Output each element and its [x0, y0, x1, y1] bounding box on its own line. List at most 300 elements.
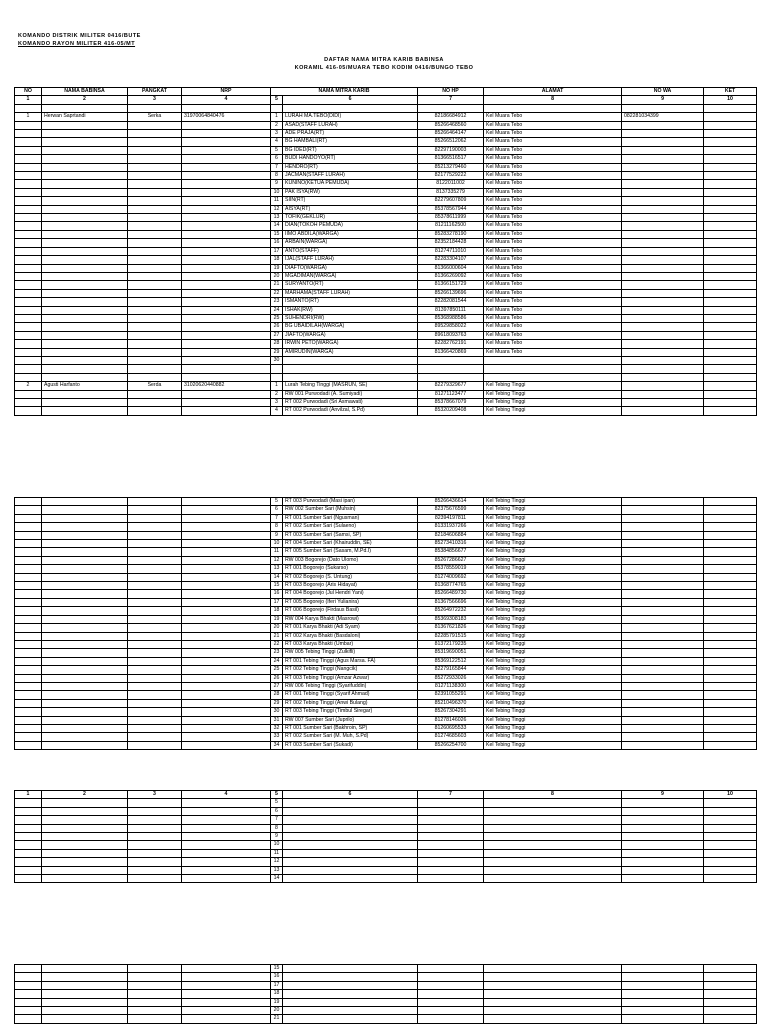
mitra-no: 17 — [271, 598, 283, 606]
mitra-phone: 85267286627 — [418, 556, 484, 564]
table-cell — [704, 998, 757, 1006]
mitra-no: 7 — [271, 163, 283, 171]
mitra-name: RT 003 Karya Bhakti (Umbar) — [283, 640, 418, 648]
mitra-address: Kel Tebing Tinggi — [484, 390, 622, 398]
table-cell — [283, 816, 418, 824]
mitra-phone: 81366269092 — [418, 272, 484, 280]
table-cell — [42, 314, 128, 322]
table-cell — [15, 540, 42, 548]
table-row — [15, 113, 757, 121]
table-cell — [128, 973, 182, 981]
table-row — [15, 172, 757, 180]
table-cell — [704, 699, 757, 707]
table-cell — [182, 239, 271, 247]
table-cell — [418, 841, 484, 849]
table-cell — [182, 172, 271, 180]
table-cell — [622, 498, 704, 506]
mitra-no: 18 — [271, 256, 283, 264]
table-row — [15, 239, 757, 247]
mitra-name: RT 002 Purwodadi (Sri Asmawati) — [283, 398, 418, 406]
table-cell — [128, 356, 182, 364]
table-row — [15, 799, 757, 807]
mitra-address: Kel Muara Tebo — [484, 138, 622, 146]
table-cell — [15, 314, 42, 322]
mitra-address: Kel Tebing Tinggi — [484, 582, 622, 590]
mitra-address: Kel Tebing Tinggi — [484, 699, 622, 707]
table-cell — [622, 281, 704, 289]
table-cell — [622, 733, 704, 741]
mitra-name: ANTO(STAFF) — [283, 247, 418, 255]
table-header-row — [15, 88, 757, 96]
table-cell — [128, 1015, 182, 1023]
table-row — [15, 816, 757, 824]
table-row — [15, 666, 757, 674]
table-cell — [15, 624, 42, 632]
table-cell — [704, 514, 757, 522]
table-cell — [42, 699, 128, 707]
mitra-no: 25 — [271, 314, 283, 322]
row-number: 17 — [271, 981, 283, 989]
table-cell — [128, 314, 182, 322]
table-row — [15, 197, 757, 205]
table-cell — [15, 973, 42, 981]
mitra-no: 27 — [271, 682, 283, 690]
table-cell — [42, 556, 128, 564]
table-cell — [15, 990, 42, 998]
col-number: 3 — [128, 96, 182, 104]
mitra-address: Kel Tebing Tinggi — [484, 724, 622, 732]
table-cell — [622, 289, 704, 297]
table-cell — [484, 816, 622, 824]
mitra-phone: 82184606884 — [418, 531, 484, 539]
table-cell — [42, 724, 128, 732]
table-cell — [622, 272, 704, 280]
table-cell — [42, 965, 128, 973]
table-cell — [15, 506, 42, 514]
mitra-phone: 85273410316 — [418, 540, 484, 548]
table-cell — [128, 407, 182, 415]
mitra-no: 21 — [271, 632, 283, 640]
table-cell — [42, 548, 128, 556]
col-number: 9 — [622, 96, 704, 104]
table-cell — [42, 523, 128, 531]
table-cell — [704, 188, 757, 196]
table-row — [15, 188, 757, 196]
table-cell — [484, 858, 622, 866]
table-cell — [15, 155, 42, 163]
mitra-no: 30 — [271, 356, 283, 364]
mitra-no: 26 — [271, 323, 283, 331]
mitra-name: RT 001 Tebing Tinggi (Syarif Ahmad) — [283, 691, 418, 699]
table-cell — [182, 624, 271, 632]
table-cell — [128, 289, 182, 297]
mitra-name: RT 002 Tebing Tinggi (Anwi Bulang) — [283, 699, 418, 707]
table-cell — [15, 649, 42, 657]
table-cell — [15, 632, 42, 640]
table-cell — [15, 390, 42, 398]
table-cell — [15, 615, 42, 623]
table-cell — [622, 741, 704, 749]
mitra-address: Kel Muara Tebo — [484, 146, 622, 154]
mitra-no: 9 — [271, 531, 283, 539]
table-row — [15, 841, 757, 849]
table-cell — [15, 573, 42, 581]
col-number: 6 — [283, 791, 418, 799]
table-cell — [128, 531, 182, 539]
mitra-phone: 85266254700 — [418, 741, 484, 749]
table-cell — [15, 373, 42, 381]
table-cell — [15, 188, 42, 196]
mitra-phone: 81211162500 — [418, 222, 484, 230]
table-cell — [182, 699, 271, 707]
table-cell — [42, 256, 128, 264]
table-cell — [704, 356, 757, 364]
table-cell — [704, 590, 757, 598]
table-cell — [42, 281, 128, 289]
table-cell — [622, 816, 704, 824]
table-cell — [42, 998, 128, 1006]
mitra-address: Kel Tebing Tinggi — [484, 649, 622, 657]
table-cell — [622, 531, 704, 539]
table-cell — [42, 498, 128, 506]
mitra-name: RT 005 Bogorejo (Iferi Yulianira) — [283, 598, 418, 606]
table-cell — [182, 523, 271, 531]
table-cell — [704, 197, 757, 205]
table-cell — [704, 121, 757, 129]
table-cell — [622, 205, 704, 213]
table-cell — [15, 841, 42, 849]
table-cell — [15, 1015, 42, 1023]
table-cell — [42, 356, 128, 364]
table-row — [15, 398, 757, 406]
table-cell — [182, 866, 271, 874]
table-row — [15, 498, 757, 506]
table-cell — [622, 981, 704, 989]
table-cell — [42, 214, 128, 222]
col-header-babinsa: NAMA BABINSA — [42, 88, 128, 96]
table-cell — [42, 306, 128, 314]
table-cell — [128, 340, 182, 348]
table-cell — [15, 197, 42, 205]
table-cell — [128, 565, 182, 573]
table-row — [15, 306, 757, 314]
mitra-phone: 82283304107 — [418, 256, 484, 264]
table-row — [15, 356, 757, 364]
table-cell — [622, 146, 704, 154]
table-cell — [704, 407, 757, 415]
mitra-name: BG UBAIDILAH(WARGA) — [283, 323, 418, 331]
table-cell — [128, 981, 182, 989]
mitra-no: 24 — [271, 306, 283, 314]
mitra-phone: 85320209408 — [418, 407, 484, 415]
table-cell — [42, 649, 128, 657]
table-cell — [15, 239, 42, 247]
table-cell — [128, 833, 182, 841]
table-cell — [182, 281, 271, 289]
table-cell — [182, 607, 271, 615]
table-cell — [42, 973, 128, 981]
table-cell — [128, 741, 182, 749]
table-cell — [42, 272, 128, 280]
table-cell — [182, 348, 271, 356]
mitra-no: 2 — [271, 390, 283, 398]
table-row — [15, 875, 757, 883]
table-cell — [704, 331, 757, 339]
mitra-no: 12 — [271, 205, 283, 213]
table-cell — [704, 130, 757, 138]
row-number: 20 — [271, 1007, 283, 1015]
table-cell — [182, 256, 271, 264]
mitra-address: Kel Muara Tebo — [484, 323, 622, 331]
table-cell — [704, 281, 757, 289]
col-header-wa: NO WA — [622, 88, 704, 96]
table-cell — [418, 1007, 484, 1015]
mitra-phone: 82391055291 — [418, 691, 484, 699]
table-cell — [418, 824, 484, 832]
col-header-nrp: NRP — [182, 88, 271, 96]
column-number-row — [15, 96, 757, 104]
row-number: 7 — [271, 816, 283, 824]
table-cell — [704, 323, 757, 331]
mitra-name: LURAH MA.TEBO(DIDI) — [283, 113, 418, 121]
table-cell — [622, 724, 704, 732]
mitra-address: Kel Tebing Tinggi — [484, 691, 622, 699]
table-cell — [15, 230, 42, 238]
table-cell — [15, 866, 42, 874]
table-cell — [15, 699, 42, 707]
mitra-address: Kel Muara Tebo — [484, 331, 622, 339]
table-cell — [128, 624, 182, 632]
mitra-no: 20 — [271, 272, 283, 280]
table-cell — [128, 998, 182, 1006]
row-number: 8 — [271, 824, 283, 832]
babinsa-no: 1 — [15, 113, 42, 121]
table-cell — [182, 373, 271, 381]
table-row — [15, 348, 757, 356]
mitra-name: ISMANTO(RT) — [283, 298, 418, 306]
table-cell — [182, 155, 271, 163]
table-cell — [622, 222, 704, 230]
mitra-address: Kel Tebing Tinggi — [484, 716, 622, 724]
table-cell — [704, 222, 757, 230]
table-cell — [622, 239, 704, 247]
table-cell — [128, 155, 182, 163]
table-cell — [484, 990, 622, 998]
table-row — [15, 833, 757, 841]
mitra-name: RT 002 Tebing Tinggi (Nangcik) — [283, 666, 418, 674]
table-cell — [182, 708, 271, 716]
mitra-phone: 81368774765 — [418, 582, 484, 590]
table-cell — [182, 531, 271, 539]
table-cell — [622, 708, 704, 716]
mitra-no: 23 — [271, 298, 283, 306]
table-row — [15, 382, 757, 390]
table-cell — [182, 272, 271, 280]
table-cell — [42, 733, 128, 741]
table-cell — [128, 640, 182, 648]
table-cell — [704, 264, 757, 272]
table-cell — [42, 615, 128, 623]
table-cell — [15, 348, 42, 356]
table-cell — [15, 724, 42, 732]
table-row — [15, 607, 757, 615]
table-cell — [128, 205, 182, 213]
col-number: 10 — [704, 791, 757, 799]
mitra-address: Kel Muara Tebo — [484, 214, 622, 222]
table-cell — [15, 272, 42, 280]
mitra-address — [484, 356, 622, 364]
mitra-address: Kel Tebing Tinggi — [484, 382, 622, 390]
table-cell — [128, 556, 182, 564]
table-cell — [15, 205, 42, 213]
table-cell — [42, 514, 128, 522]
mitra-no: 10 — [271, 188, 283, 196]
table-cell — [704, 573, 757, 581]
mitra-name: RT 001 Sumber Sari (Ngusman) — [283, 514, 418, 522]
mitra-address: Kel Tebing Tinggi — [484, 506, 622, 514]
table-cell — [622, 323, 704, 331]
table-cell — [42, 990, 128, 998]
table-cell — [15, 214, 42, 222]
table-cell — [15, 323, 42, 331]
table-cell — [704, 816, 757, 824]
table-cell — [182, 990, 271, 998]
table-cell — [15, 875, 42, 883]
table-cell — [622, 632, 704, 640]
table-cell — [704, 733, 757, 741]
mitra-name: DIAN(TOKOH PEMUDA) — [283, 222, 418, 230]
mitra-no: 14 — [271, 222, 283, 230]
table-cell — [182, 498, 271, 506]
mitra-no: 29 — [271, 699, 283, 707]
row-number: 13 — [271, 866, 283, 874]
table-cell — [42, 598, 128, 606]
mitra-address: Kel Tebing Tinggi — [484, 632, 622, 640]
mitra-phone: 8122011002 — [418, 180, 484, 188]
mitra-address: Kel Muara Tebo — [484, 155, 622, 163]
babinsa-name: Herwan Saprtandi — [42, 113, 128, 121]
table-cell — [182, 649, 271, 657]
table-cell — [128, 230, 182, 238]
col-number: 5 — [271, 791, 283, 799]
mitra-address: Kel Muara Tebo — [484, 130, 622, 138]
table-cell — [15, 331, 42, 339]
mitra-phone: 82177529222 — [418, 172, 484, 180]
table-cell — [42, 573, 128, 581]
table-cell — [704, 598, 757, 606]
blank-table-a — [14, 790, 757, 883]
table-cell — [418, 365, 484, 373]
mitra-name: BG HAMBALI(RT) — [283, 138, 418, 146]
row-number: 14 — [271, 875, 283, 883]
table-cell — [182, 682, 271, 690]
table-cell — [15, 365, 42, 373]
mitra-phone: 81274009692 — [418, 573, 484, 581]
table-cell — [42, 833, 128, 841]
table-cell — [182, 222, 271, 230]
table-cell — [182, 398, 271, 406]
table-cell — [182, 833, 271, 841]
table-cell — [704, 724, 757, 732]
table-cell — [622, 155, 704, 163]
mitra-name: RW 003 Bogorejo (Dato Ulomo) — [283, 556, 418, 564]
mitra-address: Kel Muara Tebo — [484, 172, 622, 180]
table-cell — [182, 306, 271, 314]
table-cell — [622, 849, 704, 857]
table-cell — [42, 741, 128, 749]
mitra-phone: 8137335279 — [418, 188, 484, 196]
mitra-address: Kel Tebing Tinggi — [484, 573, 622, 581]
table-cell — [182, 573, 271, 581]
table-cell — [42, 121, 128, 129]
table-cell — [418, 875, 484, 883]
mitra-name: RT 006 Bogorejo (Firdaus Basil) — [283, 607, 418, 615]
table-cell — [182, 230, 271, 238]
mitra-name: ARBAIN(WARGA) — [283, 239, 418, 247]
table-cell — [704, 640, 757, 648]
table-cell — [622, 197, 704, 205]
table-row — [15, 598, 757, 606]
table-row — [15, 981, 757, 989]
table-cell — [15, 1007, 42, 1015]
table-row — [15, 624, 757, 632]
mitra-name: MGADIMAN(WARGA) — [283, 272, 418, 280]
table-cell — [622, 314, 704, 322]
table-cell — [42, 180, 128, 188]
mitra-phone: 85266489730 — [418, 590, 484, 598]
table-cell — [182, 1007, 271, 1015]
table-cell — [622, 657, 704, 665]
table-cell — [128, 323, 182, 331]
table-cell — [182, 163, 271, 171]
table-cell — [182, 197, 271, 205]
mitra-phone: 82394197811 — [418, 514, 484, 522]
mitra-no: 14 — [271, 573, 283, 581]
table-cell — [704, 314, 757, 322]
table-cell — [622, 799, 704, 807]
table-cell — [128, 180, 182, 188]
table-cell — [283, 858, 418, 866]
mitra-phone: 85266464147 — [418, 130, 484, 138]
table-cell — [42, 565, 128, 573]
table-cell — [15, 121, 42, 129]
table-row — [15, 699, 757, 707]
table-cell — [182, 548, 271, 556]
table-cell — [128, 849, 182, 857]
mitra-phone: 85210496370 — [418, 699, 484, 707]
table-row — [15, 691, 757, 699]
row-number: 16 — [271, 973, 283, 981]
table-cell — [182, 640, 271, 648]
table-cell — [484, 1007, 622, 1015]
table-cell — [128, 573, 182, 581]
table-cell — [622, 615, 704, 623]
table-cell — [15, 172, 42, 180]
babinsa-nrp: 31020620440882 — [182, 382, 271, 390]
mitra-name: RW 006 Tebing Tinggi (Syarifuddin) — [283, 682, 418, 690]
table-cell — [42, 340, 128, 348]
table-cell — [283, 373, 418, 381]
table-cell — [128, 373, 182, 381]
table-cell — [42, 130, 128, 138]
table-cell — [622, 682, 704, 690]
table-row — [15, 121, 757, 129]
table-cell — [704, 180, 757, 188]
table-row — [15, 582, 757, 590]
table-row — [15, 990, 757, 998]
table-cell — [15, 222, 42, 230]
table-cell — [128, 222, 182, 230]
